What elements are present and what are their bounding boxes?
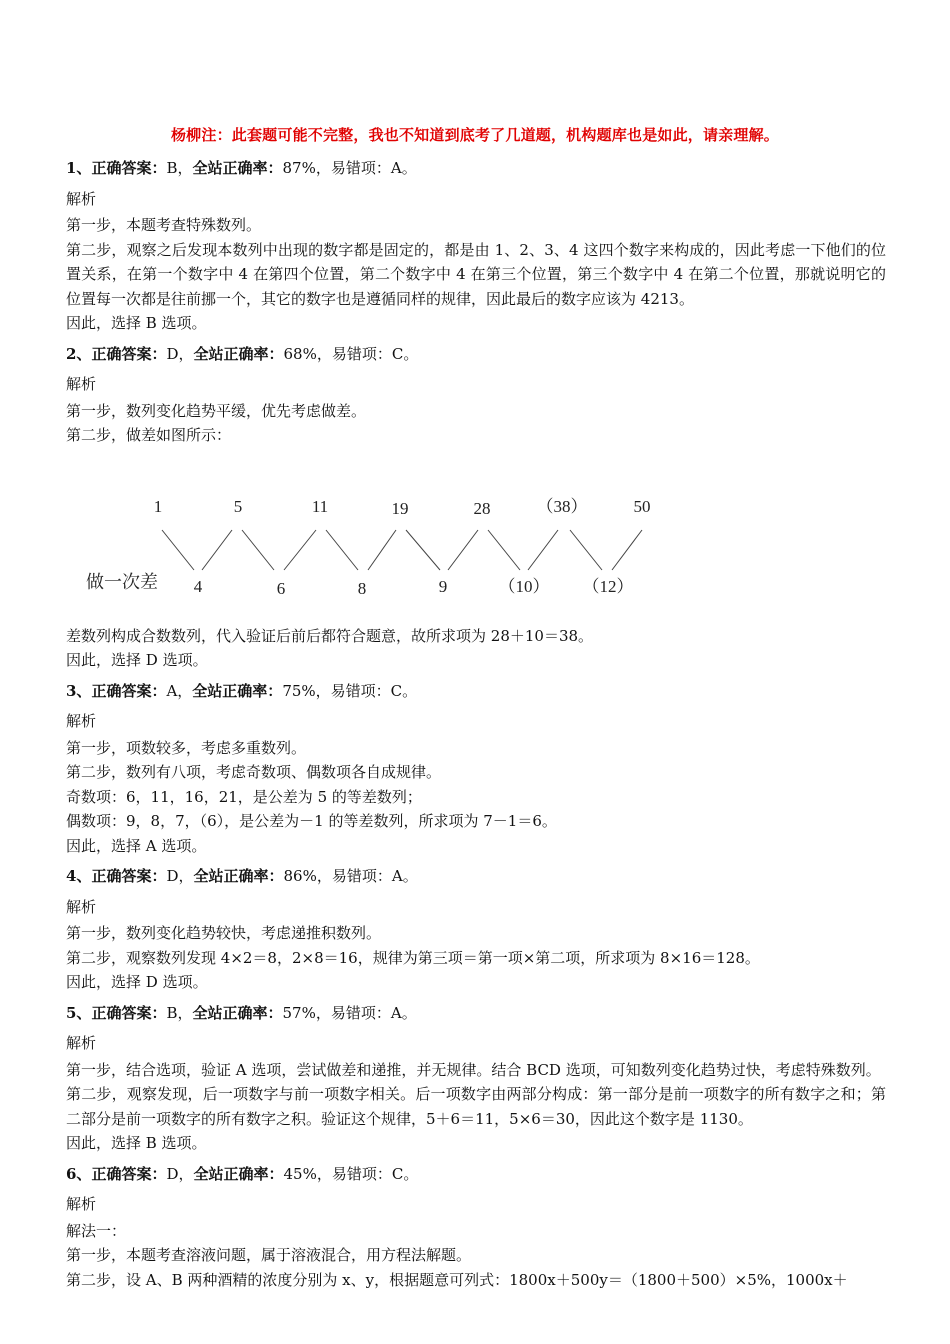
answer-line-6: 6、正确答案：D，全站正确率：45%，易错项：C。 bbox=[66, 1164, 419, 1183]
document-body bbox=[66, 120, 886, 1292]
diff-line bbox=[488, 530, 520, 570]
diff-line bbox=[242, 530, 274, 570]
diagram-bottom-value: 4 bbox=[193, 576, 203, 596]
q1-line-2: 第二步，观察之后发现本数列中出现的数字都是固定的，都是由 1、2、3、4 这四个数字来构成的，因此考虑一下他们的位置关系，在第一个数字中 4 在第四个位置，第二个数字中 4 在第三个位置，第三个数字中 4 在第二个位置，那就说明它的位置每一次都是往前挪一个，其它的数字也是遵循同样的规律，因此最后的数字应该为 4213。 bbox=[66, 240, 886, 308]
diagram-bottom-value: 8 bbox=[357, 578, 367, 598]
analysis-heading-1: 解析 bbox=[66, 189, 97, 208]
q3-line-4: 偶数项：9，8，7，（6），是公差为－1 的等差数列，所求项为 7－1＝6。 bbox=[66, 812, 557, 830]
q6-line-3: 第二步，设 A、B 两种酒精的浓度分别为 x、y，根据题意可列式：1800x＋500y＝（1800＋500）×5%，1000x＋ bbox=[66, 1270, 848, 1289]
diagram-top-value: 11 bbox=[311, 496, 329, 516]
analysis-heading-4: 解析 bbox=[66, 897, 97, 916]
diff-line bbox=[162, 530, 194, 570]
analysis-heading-3: 解析 bbox=[66, 712, 97, 730]
answer-line-4: 4、正确答案：D，全站正确率：86%，易错项：A。 bbox=[66, 867, 418, 885]
analysis-heading-6: 解析 bbox=[66, 1195, 97, 1213]
q6-line-1: 解法一： bbox=[66, 1221, 127, 1240]
diagram-bottom-value: 9 bbox=[438, 576, 448, 596]
q1-line-3: 因此，选择 B 选项。 bbox=[66, 314, 207, 332]
answer-line-3: 3、正确答案：A，全站正确率：75%，易错项：C。 bbox=[66, 681, 418, 700]
q4-line-2: 第二步，观察数列发现 4×2＝8，2×8＝16，规律为第三项＝第一项×第二项，所求项为 8×16＝128。 bbox=[66, 948, 760, 967]
diff-line bbox=[326, 530, 358, 570]
diagram-top-value: 50 bbox=[633, 496, 651, 516]
diff-line bbox=[612, 530, 642, 570]
diagram-bottom-value: （12） bbox=[582, 576, 634, 596]
q4-line-1: 第一步，数列变化趋势较快，考虑递推积数列。 bbox=[66, 924, 382, 942]
difference-diagram-svg bbox=[66, 452, 886, 624]
q3-line-5: 因此，选择 A 选项。 bbox=[66, 836, 207, 855]
editor-note: 杨柳注：此套题可能不完整，我也不知道到底考了几道题，机构题库也是如此，请亲理解。 bbox=[170, 126, 779, 144]
analysis-heading-5: 解析 bbox=[66, 1034, 97, 1052]
diagram-bottom-value: （10） bbox=[498, 576, 550, 596]
diagram-lines bbox=[162, 530, 642, 570]
answer-line-5: 5、正确答案：B，全站正确率：57%，易错项：A。 bbox=[66, 1003, 417, 1022]
q2-line-3: 差数列构成合数数列，代入验证后前后都符合题意，故所求项为 28＋10＝38。 bbox=[66, 626, 594, 645]
q4-line-3: 因此，选择 D 选项。 bbox=[66, 973, 208, 991]
q2-line-4: 因此，选择 D 选项。 bbox=[66, 651, 208, 669]
diff-line bbox=[406, 530, 440, 570]
q3-line-2: 第二步，数列有八项，考虑奇数项、偶数项各自成规律。 bbox=[66, 763, 442, 781]
answer-line-2: 2、正确答案：D，全站正确率：68%，易错项：C。 bbox=[66, 344, 419, 363]
analysis-heading-2: 解析 bbox=[66, 375, 97, 393]
diagram-top-value: 5 bbox=[233, 496, 243, 516]
q3-line-3: 奇数项：6，11，16，21，是公差为 5 的等差数列； bbox=[66, 787, 422, 806]
diagram-top-value: 1 bbox=[153, 496, 163, 516]
difference-diagram bbox=[66, 452, 886, 624]
answer-line-1: 1、正确答案：B，全站正确率：87%，易错项：A。 bbox=[66, 159, 417, 177]
q5-line-2: 第二步，观察发现，后一项数字与前一项数字相关。后一项数字由两部分构成：第一部分是前一项数字的所有数字之和；第二部分是前一项数字的所有数字之积。验证这个规律，5＋6＝11，5×6＝30，因此这个数字是 1130。 bbox=[66, 1085, 886, 1128]
diff-line bbox=[284, 530, 316, 570]
diff-line bbox=[368, 530, 396, 570]
diff-line bbox=[570, 530, 602, 570]
diff-line bbox=[528, 530, 558, 570]
q5-line-1: 第一步，结合选项，验证 A 选项，尝试做差和递推，并无规律。结合 BCD 选项，可知数列变化趋势过快，考虑特殊数列。 bbox=[66, 1060, 881, 1079]
diagram-label: 做一次差 bbox=[86, 571, 158, 593]
diagram-top-value: （38） bbox=[536, 496, 588, 516]
q5-line-3: 因此，选择 B 选项。 bbox=[66, 1134, 207, 1152]
q1-line-1: 第一步，本题考查特殊数列。 bbox=[66, 216, 262, 234]
diagram-bottom-value: 6 bbox=[276, 578, 286, 598]
diagram-top-value: 28 bbox=[473, 498, 491, 518]
q6-line-2: 第一步，本题考查溶液问题，属于溶液混合，用方程法解题。 bbox=[66, 1246, 472, 1264]
q2-line-2: 第二步，做差如图所示： bbox=[66, 426, 232, 444]
diff-line bbox=[202, 530, 232, 570]
q3-line-1: 第一步，项数较多，考虑多重数列。 bbox=[66, 738, 307, 757]
diagram-top-value: 19 bbox=[391, 498, 409, 518]
q2-line-1: 第一步，数列变化趋势平缓，优先考虑做差。 bbox=[66, 401, 367, 420]
diff-line bbox=[448, 530, 478, 570]
